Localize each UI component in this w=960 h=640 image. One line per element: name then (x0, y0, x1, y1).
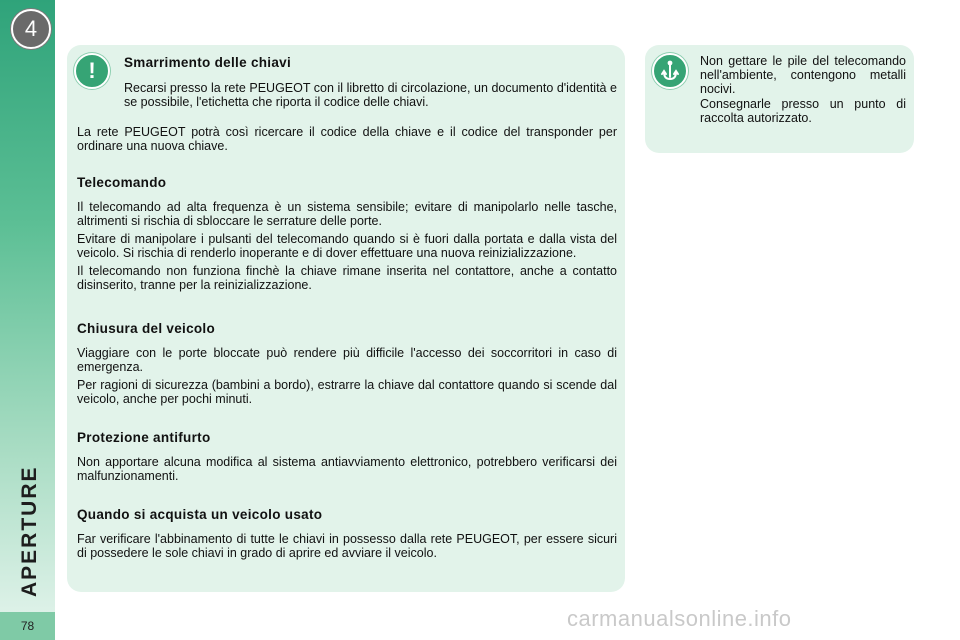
environment-recycle-icon (652, 53, 688, 89)
section-paragraph: Evitare di manipolare i pulsanti del telecomando quando si è fuori dalla portata e dalla vista del veicolo. Si rischia di renderlo inoperante e di dover effettuare una nuova reinizializzazione. (77, 232, 617, 260)
section-used-vehicle (77, 507, 617, 564)
section-title: Chiusura del veicolo (77, 321, 216, 336)
section-paragraph: Viaggiare con le porte bloccate può rendere più difficile l'accesso dei soccorritori in caso di emergenza. (77, 346, 617, 374)
lost-keys-indented-text: Recarsi presso la rete PEUGEOT con il libretto di circolazione, un documento d'identità e se possibile, l'etichetta che riporta il codice delle chiavi. (124, 81, 617, 109)
section-remote-control (77, 175, 617, 296)
section-title: Quando si acquista un veicolo usato (77, 507, 323, 522)
collection-point-text: Consegnarle presso un punto di raccolta autorizzato. (700, 97, 906, 125)
page-number: 78 (0, 612, 55, 640)
battery-disposal-text: Non gettare le pile del telecomando nell'ambiente, contengono metalli nocivi. (700, 54, 906, 96)
environment-note-panel (645, 45, 914, 153)
section-paragraph: Far verificare l'abbinamento di tutte le chiavi in possesso dalla rete PEUGEOT, per essere sicuri di possedere le sole chiavi in grado di aprire ed avviare il veicolo. (77, 532, 617, 560)
exclamation-icon: ! (74, 53, 110, 89)
section-title: Telecomando (77, 175, 167, 190)
watermark: carmanualsonline.info (567, 606, 792, 631)
section-title-vertical: APERTURE (18, 465, 41, 597)
lost-keys-title: Smarrimento delle chiavi (124, 55, 292, 70)
section-paragraph: Per ragioni di sicurezza (bambini a bordo), estrarre la chiave dal contattore quando si scende dal veicolo, anche per pochi minuti. (77, 378, 617, 406)
section-paragraph: Il telecomando non funziona finchè la chiave rimane inserita nel contattore, anche a contatto disinserito, tranne per la reinizializzazione. (77, 264, 617, 292)
lost-keys-full-text: La rete PEUGEOT potrà così ricercare il codice della chiave e il codice del transponder per ordinare una nuova chiave. (77, 125, 617, 153)
main-info-panel (67, 45, 625, 592)
section-anti-theft (77, 430, 617, 487)
section-paragraph: Non apportare alcuna modifica al sistema antiavviamento elettronico, potrebbero verificarsi dei malfunzionamenti. (77, 455, 617, 483)
chapter-number-badge: 4 (11, 9, 51, 49)
section-title: Protezione antifurto (77, 430, 211, 445)
section-vehicle-locking (77, 321, 617, 410)
section-paragraph: Il telecomando ad alta frequenza è un sistema sensibile; evitare di manipolarlo nelle tasche, altrimenti si rischia di sbloccare le serrature delle porte. (77, 200, 617, 228)
